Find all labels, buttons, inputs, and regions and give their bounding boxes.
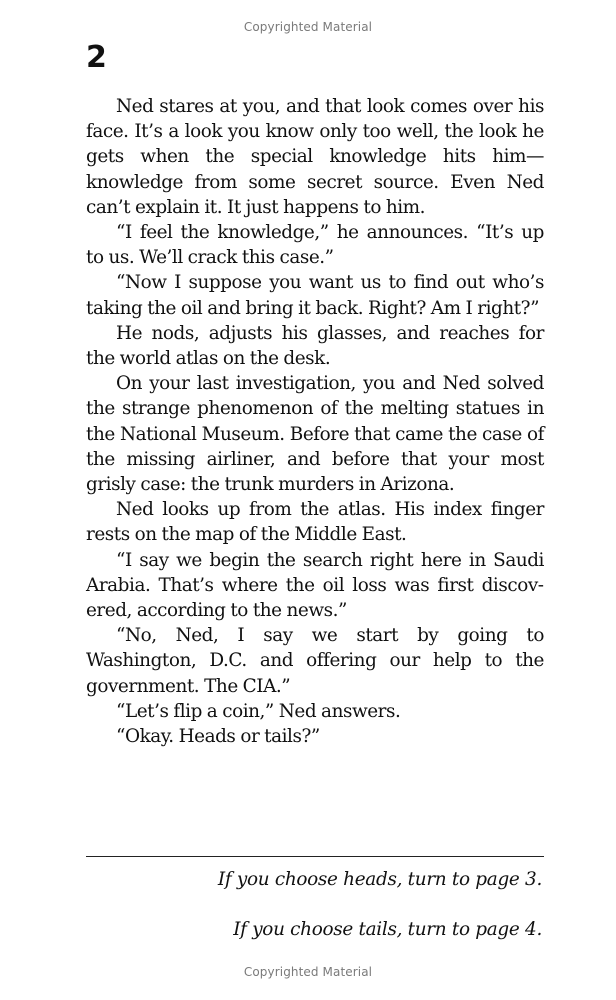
story-paragraph-4: He nods, adjusts his glasses, and reaches for the world atlas on the desk. — [86, 322, 544, 370]
story-paragraph-8: “No, Ned, I say we start by going to Washington, D.C. and offering our help to the government. The CIA.” — [86, 625, 544, 697]
chapter-number: 2 — [86, 40, 107, 75]
copyright-watermark-bottom: Copyrighted Material — [243, 965, 373, 979]
story-paragraph-10: “Okay. Heads or tails?” — [116, 726, 320, 748]
story-paragraph-2: “I feel the knowledge,” he announces. “It’s up to us. We’ll crack this case.” — [86, 222, 544, 269]
choice-divider — [86, 856, 544, 857]
story-paragraph-3: “Now I suppose you want us to find out who’s taking the oil and bring it back. Right? Am I right?” — [86, 272, 544, 319]
copyright-watermark-top: Copyrighted Material — [243, 20, 373, 34]
choice-tails: If you choose tails, turn to page 4. — [233, 919, 542, 940]
choice-heads: If you choose heads, turn to page 3. — [217, 869, 542, 890]
story-paragraph-5: On your last investigation, you and Ned solved the strange phenomenon of the melting statues in the National Museum. Before that came the case of the missing airliner, and before that your most grisly case: the trunk murders in Arizona. — [86, 373, 544, 496]
story-paragraph-6: Ned looks up from the atlas. His index finger rests on the map of the Middle East. — [86, 499, 544, 546]
story-paragraph-7: “I say we begin the search right here in Saudi Arabia. That’s where the oil loss was first discovered, according to the news.” — [86, 549, 544, 622]
story-text — [86, 94, 544, 749]
story-paragraph-9: “Let’s flip a coin,” Ned answers. — [116, 700, 401, 722]
story-paragraph-1: Ned stares at you, and that look comes over his face. It’s a look you know only too well, the look he gets when the special knowledge hits him—knowledge from some secret source. Even Ned can’t explain it. It just happens to him. — [86, 96, 544, 218]
